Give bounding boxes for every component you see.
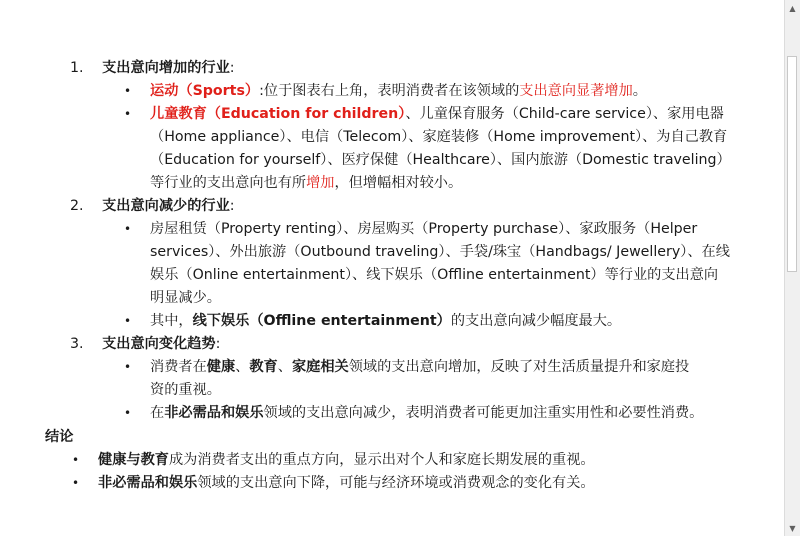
s1-b2-l4-red: 增加 [306,175,335,191]
s2-bullet-2 [150,310,621,332]
s3-b1-line-2: 资的重视。 [150,382,221,398]
s1-b2-red-lead: 儿童教育（Education for children） [150,106,406,122]
section-3-title: 支出意向变化趋势 [102,336,216,352]
s1-b1-lead: 运动（Sports） [150,83,260,99]
s1-b2-line-4 [150,172,462,194]
s3-b1-a: 消费者在 [150,359,207,375]
s3-b1-bold-health: 健康 [206,359,236,375]
bullet-icon: • [124,406,132,420]
s3-b1-bold-family: 家庭相关 [291,359,349,375]
section-3-heading [70,333,220,355]
s3-bullet-2 [150,402,703,424]
s3-b1-sep2: 、 [277,359,292,375]
conclusion-b1-rest: 成为消费者支出的重点方向，显示出对个人和家庭长期发展的重视。 [168,452,595,468]
section-2-heading [70,195,235,217]
scroll-up-arrow-icon[interactable]: ▲ [789,3,796,13]
vertical-scrollbar[interactable] [784,0,800,536]
s1-b2-line-3: （Education for yourself）、医疗保健（Healthcare）、国内旅游（Domestic traveling） [150,152,731,168]
s2-b1-line-2: services）、外出旅游（Outbound traveling）、手袋/珠宝（Handbags/ Jewellery）、在线 [150,244,730,260]
s1-b2-line-1 [150,103,724,125]
bullet-icon: • [124,107,132,121]
bullet-icon: • [124,222,132,236]
s1-b2-l4-b: ，但增幅相对较小。 [334,175,463,191]
section-2-number: 2. [70,198,84,214]
s1-b2-l1-rest: 、儿童保育服务（Child-care service）、家用电器 [405,106,724,122]
section-1-colon: : [229,60,235,76]
conclusion-bullet-2 [98,472,595,494]
scrollbar-thumb[interactable] [787,56,797,272]
conclusion-b1-bold: 健康与教育 [98,452,169,468]
s3-b1-sep1: 、 [235,359,250,375]
bullet-icon: • [72,476,80,490]
s1-b2-line-2: （Home appliance）、电信（Telecom）、家庭装修（Home improvement）、为自己教育 [150,129,728,145]
s3-b1-line-1 [150,356,689,378]
section-2-colon: : [229,198,235,214]
s3-b2-a: 在 [150,405,165,421]
section-3-colon: : [215,336,221,352]
s1-b1-rest: :位于图表右上角，表明消费者在该领域的 [259,83,520,99]
s3-b1-b: 领域的支出意向增加，反映了对生活质量提升和家庭投 [348,359,690,375]
conclusion-b2-rest: 领域的支出意向下降，可能与经济环境或消费观念的变化有关。 [197,475,595,491]
s2-b1-line-3: 娱乐（Online entertainment）、线下娱乐（Offline entertainment）等行业的支出意向 [150,267,719,283]
s2-b2-a: 其中， [150,313,193,329]
s2-b2-bold: 线下娱乐（Offline entertainment） [192,313,451,329]
s3-b2-bold: 非必需品和娱乐 [164,405,264,421]
bullet-icon: • [124,360,132,374]
s1-b2-l4-a: 等行业的支出意向也有所 [150,175,307,191]
s2-b2-b: 的支出意向减少幅度最大。 [450,313,622,329]
conclusion-b2-bold: 非必需品和娱乐 [98,475,198,491]
section-3-number: 3. [70,336,84,352]
s3-b1-bold-education: 教育 [249,359,278,375]
s1-b1-end: 。 [632,83,647,99]
bullet-icon: • [72,453,80,467]
scroll-down-arrow-icon[interactable]: ▼ [789,523,796,533]
s2-b1-line-1: 房屋租赁（Property renting）、房屋购买（Property purchase）、家政服务（Helper [150,221,698,237]
section-1-heading [70,57,235,79]
section-2-title: 支出意向减少的行业 [102,198,230,214]
conclusion-bullet-1 [98,449,595,471]
s1-b1-highlight: 支出意向显著增加 [519,83,633,99]
section-1-number: 1. [70,60,84,76]
section-1-title: 支出意向增加的行业 [102,60,230,76]
s2-b1-line-4: 明显减少。 [150,290,221,306]
conclusion-heading: 结论 [45,429,74,445]
bullet-icon: • [124,84,132,98]
s3-b2-b: 领域的支出意向减少，表明消费者可能更加注重实用性和必要性消费。 [263,405,704,421]
bullet-icon: • [124,314,132,328]
s1-bullet-1 [150,80,647,102]
